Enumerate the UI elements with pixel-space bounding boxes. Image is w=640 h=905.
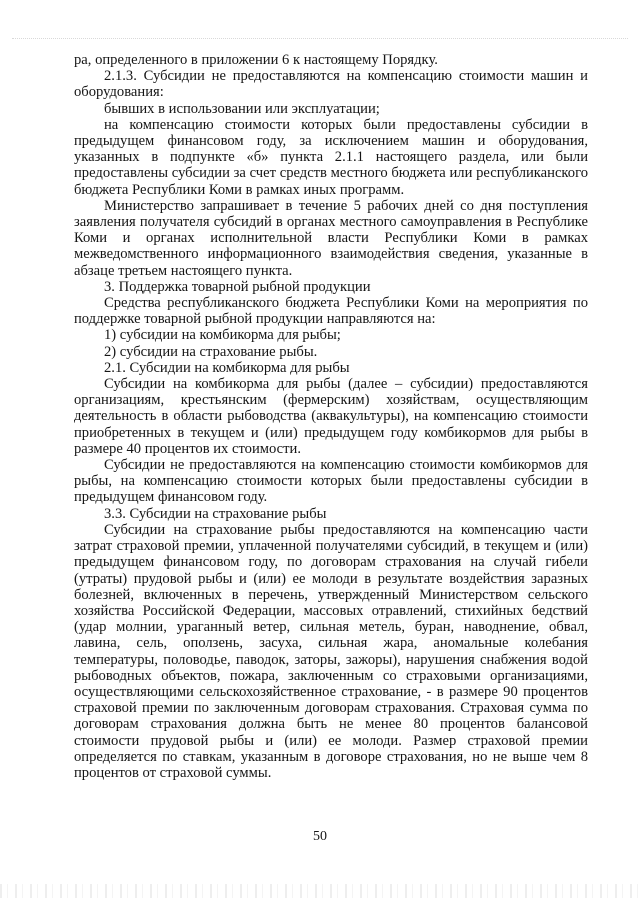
page-number: 50 [313,829,327,844]
document-body [74,52,588,781]
paragraph-ministry-request: Министерство запрашивает в течение 5 рабочих дней со дня поступления заявления получателя субсидий в органах местного самоуправления в Республике Коми и органах исполнительной власти Республики Коми в рамках межведомственного информационного взаимодействия сведения, указанные в абзаце третьем настоящего пункта. [74,197,588,279]
paragraph-continuation: ра, определенного в приложении 6 к настоящему Порядку. [74,52,438,68]
paragraph-feed-subsidy-exclusion: Субсидии не предоставляются на компенсацию стоимости комбикормов для рыбы, на компенсацию стоимости которых были предоставлены субсидии в предыдущем финансовом году. [74,457,588,506]
paragraph-feed-subsidy-terms: Субсидии на комбикорма для рыбы (далее – субсидии) предоставляются организациям, крестьянским (фермерским) хозяйствам, осуществляющим деятельность в области рыбоводства (аквакультуры), на компенсацию стоимости приобретенных в текущем и (или) предыдущем году комбикормов для рыбы в размере 40 процентов их стоимости. [74,376,588,457]
paragraph-2-1-3: 2.1.3. Субсидии не предоставляются на компенсацию стоимости машин и оборудования: [74,68,588,101]
paragraph-budget-funds: Средства республиканского бюджета Республики Коми на мероприятия по поддержке товарной рыбной продукции направляются на: [74,295,588,328]
list-item-feed-subsidy: 1) субсидии на комбикорма для рыбы; [104,327,341,344]
section-heading-3: 3. Поддержка товарной рыбной продукции [104,278,371,295]
scan-artifact-top [12,38,628,51]
list-item-used-equipment: бывших в использовании или эксплуатации; [104,100,380,117]
paragraph-insurance-subsidy-terms: Субсидии на страхование рыбы предоставляются на компенсацию части затрат страховой премии, уплаченной получателями субсидий, в текущем и (или) предыдущем финансовом году, по договорам страхования на случай гибели (утраты) прудовой рыбы и (или) ее молоди в результате воздействия заразных болезней, включенных в перечень, утвержденный Министерством сельского хозяйства Российской Федерации, массовых отравлений, стихийных бедствий (удар молнии, ураганный ветер, сильная метель, буран, наводнение, обвал, лавина, сель, оползень, засуха, сильная жара, аномальные колебания температуры, половодье, паводок, заторы, зажоры), нарушения снабжения водой рыбоводных объектов, пожара, заключенным со страховыми организациями, осуществляющими сельскохозяйственное страхование, - в размере 90 процентов страховой премии по заключенным договорам страхования. Страховая сумма по договорам страхования должна быть не менее 80 процентов балансовой стоимости прудовой рыбы и (или) ее молоди. Размер страховой премии определяется по ставкам, указанным в договоре страхования, но не выше чем 8 процентов от страховой суммы. [74,521,588,781]
list-item-previously-subsidized: на компенсацию стоимости которых были предоставлены субсидии в предыдущем финансовом году, за исключением машин и оборудования, указанных в подпункте «б» пункта 2.1.1 настоящего раздела, или были предоставлены субсидии за счет средств местного бюджета или республиканского бюджета Республики Коми в рамках иных программ. [74,116,588,198]
subsection-heading-3-3: 3.3. Субсидии на страхование рыбы [104,505,327,522]
scan-artifact-bottom [0,884,640,898]
subsection-heading-2-1: 2.1. Субсидии на комбикорма для рыбы [104,359,350,376]
list-item-insurance-subsidy: 2) субсидии на страхование рыбы. [104,343,318,360]
